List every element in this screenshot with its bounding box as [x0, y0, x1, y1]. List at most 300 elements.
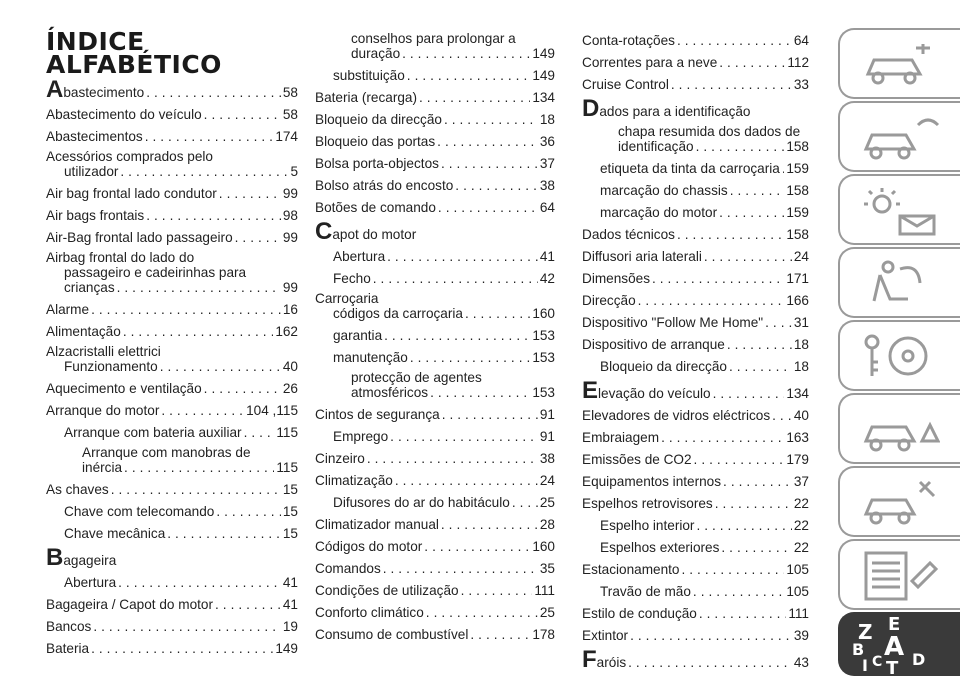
leader-dots [441, 517, 538, 532]
index-entry[interactable] [582, 423, 809, 445]
entry-text: Condições de utilização [315, 583, 459, 598]
leader-dots [167, 526, 281, 541]
page-number[interactable]: 22 [793, 540, 809, 555]
leader-dots [696, 518, 791, 533]
entry-text: substituição [333, 68, 405, 83]
entry-text: bastecimento [63, 85, 145, 100]
index-entry[interactable] [315, 242, 555, 264]
leader-dots [93, 619, 281, 634]
airbag-seat-icon [860, 259, 940, 309]
tab-dashboard[interactable] [838, 101, 960, 172]
entry-text: atmosféricos [351, 385, 429, 400]
section-letter: C [315, 218, 333, 245]
entry-text: Extintor [582, 628, 629, 643]
entry-text: Climatizador manual [315, 517, 439, 532]
index-entry[interactable] [46, 475, 298, 497]
leader-dots [765, 315, 792, 330]
leader-dots [235, 230, 281, 245]
page-number[interactable]: 163 [786, 430, 809, 445]
page-number[interactable]: 25 [539, 495, 555, 510]
leader-dots [442, 407, 538, 422]
page-number[interactable]: 162 [275, 324, 298, 339]
index-entry[interactable] [315, 321, 555, 343]
page-number[interactable]: 171 [786, 271, 809, 286]
index-entry[interactable] [582, 119, 809, 154]
page-number[interactable]: 153 [532, 328, 555, 343]
page-number[interactable]: 115 [276, 460, 298, 475]
leader-dots [721, 540, 791, 555]
index-column-2 [315, 26, 555, 642]
entry-text: manutenção [333, 350, 408, 365]
leader-dots [715, 496, 792, 511]
index-entry[interactable] [582, 70, 809, 92]
page-number[interactable]: 36 [539, 134, 555, 149]
leader-dots [681, 562, 784, 577]
index-entry[interactable] [582, 92, 809, 122]
leader-dots [782, 161, 784, 176]
entry-text: Acessórios comprados pelo [46, 149, 213, 164]
leader-dots [696, 139, 785, 154]
page-number[interactable]: 35 [539, 561, 555, 576]
entry-text: Bolsa porta-objectos [315, 156, 439, 171]
tab-technical-data[interactable] [838, 539, 960, 610]
index-entry[interactable] [315, 488, 555, 510]
leader-dots [461, 583, 533, 598]
entry-text: Conta-rotações [582, 33, 675, 48]
page-number[interactable]: 104 ,115 [246, 403, 298, 418]
page-number[interactable]: 42 [539, 271, 555, 286]
page-number[interactable]: 158 [786, 227, 809, 242]
leader-dots [727, 337, 792, 352]
tab-car-exterior[interactable] [838, 28, 960, 99]
page-number[interactable]: 105 [786, 562, 809, 577]
page-number[interactable]: 15 [282, 482, 298, 497]
index-entry[interactable] [315, 171, 555, 193]
page-number[interactable]: 58 [282, 85, 298, 100]
tab-safety[interactable] [838, 247, 960, 318]
leader-dots [204, 107, 281, 122]
leader-dots [204, 381, 281, 396]
tab-warning-lights[interactable] [838, 174, 960, 245]
page-number[interactable]: 149 [275, 641, 298, 656]
index-entry[interactable] [582, 242, 809, 264]
leader-dots [244, 425, 275, 440]
leader-dots [145, 129, 274, 144]
entry-text: identificação [618, 139, 694, 154]
entry-text: Abastecimentos [46, 129, 143, 144]
leader-dots [704, 249, 792, 264]
entry-text: agageira [63, 553, 117, 568]
page-number[interactable]: 24 [793, 249, 809, 264]
page-number[interactable]: 33 [793, 77, 809, 92]
page-number[interactable]: 98 [282, 208, 298, 223]
entry-text: Carroçaria [315, 291, 379, 306]
page-title: ÍNDICE ALFABÉTICO [46, 27, 222, 79]
page-number[interactable]: 159 [786, 205, 809, 220]
index-entry[interactable] [582, 374, 809, 404]
leader-dots [677, 33, 792, 48]
index-entry[interactable] [582, 220, 809, 242]
leader-dots [120, 164, 288, 179]
index-entry[interactable] [315, 554, 555, 576]
leader-dots [161, 403, 244, 418]
page-number[interactable]: 153 [532, 385, 555, 400]
index-entry[interactable] [46, 245, 298, 295]
entry-text: inércia [82, 460, 123, 475]
leader-dots [723, 474, 792, 489]
tab-maintenance[interactable] [838, 466, 960, 537]
index-entry[interactable] [315, 444, 555, 466]
dashboard-car-icon [860, 113, 940, 163]
page-number[interactable]: 40 [282, 359, 298, 374]
entry-text: etiqueta da tinta da carroçaria [600, 161, 780, 176]
section-letter: D [582, 95, 600, 122]
index-entry[interactable] [315, 576, 555, 598]
entry-text: Bolso atrás do encosto [315, 178, 454, 193]
index-entry[interactable] [315, 105, 555, 127]
index-entry[interactable] [315, 598, 555, 620]
entry-text: Airbag frontal do lado do [46, 250, 195, 265]
index-entry[interactable] [315, 365, 555, 400]
leader-dots [383, 561, 538, 576]
page-number[interactable]: 178 [532, 627, 555, 642]
entry-text: Dimensões [582, 271, 650, 286]
entry-text: Fecho [333, 271, 371, 286]
leader-dots [630, 628, 792, 643]
index-entry[interactable] [582, 599, 809, 621]
entry-text: utilizador [64, 164, 119, 179]
index-entry[interactable] [582, 198, 809, 220]
leader-dots [729, 359, 792, 374]
entry-text: levação do veículo [598, 386, 711, 401]
index-column-1 [46, 73, 298, 656]
leader-dots [444, 112, 538, 127]
leader-dots [438, 200, 538, 215]
leader-dots [373, 271, 538, 286]
leader-dots [410, 350, 530, 365]
index-entry[interactable] [582, 511, 809, 533]
leader-dots [638, 293, 785, 308]
entry-text: Dispositivo de arranque [582, 337, 725, 352]
section-letter: F [582, 646, 597, 673]
entry-text: Consumo de combustível [315, 627, 469, 642]
page-number[interactable]: 26 [282, 381, 298, 396]
page-number[interactable]: 149 [532, 46, 555, 61]
entry-text: aróis [596, 655, 627, 670]
page-number[interactable]: 39 [793, 628, 809, 643]
warning-lights-icon [860, 186, 940, 236]
index-entry[interactable] [315, 26, 555, 61]
page-number[interactable]: 18 [539, 112, 555, 127]
page-number[interactable]: 111 [534, 583, 555, 598]
page-number[interactable]: 64 [539, 200, 555, 215]
leader-dots [123, 324, 274, 339]
page-number[interactable]: 91 [539, 407, 555, 422]
page-number[interactable]: 158 [786, 139, 809, 154]
car-exterior-icon [860, 40, 940, 90]
leader-dots [512, 495, 538, 510]
index-entry[interactable] [46, 568, 298, 590]
entry-text: Bateria (recarga) [315, 90, 417, 105]
index-entry[interactable] [582, 176, 809, 198]
entry-text: Chave mecânica [64, 526, 166, 541]
page-number[interactable]: 91 [539, 429, 555, 444]
index-entry[interactable] [582, 352, 809, 374]
entry-text: Abertura [333, 249, 386, 264]
page-number[interactable]: 37 [539, 156, 555, 171]
entry-text: apot do motor [332, 227, 417, 242]
index-entry[interactable] [46, 590, 298, 612]
entry-text: Difusores do ar do habitáculo [333, 495, 510, 510]
entry-text: Estilo de condução [582, 606, 697, 621]
page-number[interactable]: 28 [539, 517, 555, 532]
entry-text: crianças [64, 280, 115, 295]
index-entry[interactable] [46, 396, 298, 418]
entry-text: Cinzeiro [315, 451, 365, 466]
index-entry[interactable] [46, 440, 298, 475]
page-number[interactable]: 64 [793, 33, 809, 48]
entry-text: Estacionamento [582, 562, 680, 577]
index-entry[interactable] [582, 555, 809, 577]
key-wheel-icon [860, 332, 940, 382]
index-entry[interactable] [46, 144, 298, 179]
entry-text: Arranque do motor [46, 403, 160, 418]
page-number[interactable]: 58 [282, 107, 298, 122]
leader-dots [160, 359, 281, 374]
leader-dots [661, 430, 784, 445]
page-number[interactable]: 19 [282, 619, 298, 634]
index-entry[interactable] [582, 445, 809, 467]
entry-text: passageiro e cadeirinhas para [64, 265, 247, 280]
index-entry[interactable] [315, 532, 555, 554]
entry-text: chapa resumida dos dados de [618, 124, 801, 139]
entry-text: Arranque com bateria auxiliar [64, 425, 242, 440]
index-entry[interactable] [315, 215, 555, 245]
index-entry[interactable] [46, 374, 298, 396]
index-entry[interactable] [46, 295, 298, 317]
page-number[interactable]: 38 [539, 451, 555, 466]
entry-text: Alarme [46, 302, 90, 317]
leader-dots [367, 451, 538, 466]
entry-text: Bloqueio da direcção [600, 359, 727, 374]
entry-text: Emprego [333, 429, 389, 444]
index-entry[interactable] [315, 466, 555, 488]
page-number[interactable]: 25 [539, 605, 555, 620]
index-entry[interactable] [315, 83, 555, 105]
entry-text: Comandos [315, 561, 381, 576]
page-number[interactable]: 174 [275, 129, 298, 144]
leader-dots [441, 156, 538, 171]
leader-dots [719, 55, 785, 70]
index-entry[interactable] [315, 286, 555, 321]
index-entry[interactable] [315, 127, 555, 149]
leader-dots [402, 46, 530, 61]
entry-text: Códigos do motor [315, 539, 423, 554]
index-entry[interactable] [582, 467, 809, 489]
index-column-3 [582, 26, 809, 673]
page-number[interactable]: 153 [532, 350, 555, 365]
leader-dots [387, 249, 538, 264]
leader-dots [693, 584, 784, 599]
index-entry[interactable] [46, 100, 298, 122]
entry-text: Espelhos retrovisores [582, 496, 713, 511]
page-number[interactable]: 41 [539, 249, 555, 264]
entry-text: Correntes para a neve [582, 55, 718, 70]
entry-text: Funzionamento [64, 359, 158, 374]
page-number[interactable]: 134 [532, 90, 555, 105]
page-number[interactable]: 99 [282, 186, 298, 201]
specs-list-icon [860, 551, 940, 601]
entry-text: Air bags frontais [46, 208, 145, 223]
index-entry[interactable] [315, 61, 555, 83]
index-entry[interactable] [315, 422, 555, 444]
index-entry[interactable] [582, 621, 809, 643]
index-entry[interactable] [46, 73, 298, 103]
entry-text: Abastecimento do veículo [46, 107, 202, 122]
index-entry[interactable] [582, 489, 809, 511]
page-number[interactable]: 149 [532, 68, 555, 83]
entry-text: Bloqueio da direcção [315, 112, 442, 127]
leader-dots [146, 85, 281, 100]
index-entry[interactable] [46, 541, 298, 571]
index-entry[interactable] [582, 308, 809, 330]
page-number[interactable]: 115 [276, 425, 298, 440]
index-entry[interactable] [46, 179, 298, 201]
tab-starting-driving[interactable] [838, 320, 960, 391]
entry-text: Alzacristalli elettrici [46, 344, 161, 359]
page-number[interactable]: 31 [793, 315, 809, 330]
page-number[interactable]: 5 [290, 164, 298, 179]
leader-dots [384, 328, 530, 343]
page-number[interactable]: 24 [539, 473, 555, 488]
index-entry[interactable] [46, 122, 298, 144]
index-entry[interactable] [315, 193, 555, 215]
tab-emergency[interactable] [838, 393, 960, 464]
entry-text: As chaves [46, 482, 109, 497]
index-entry[interactable] [582, 48, 809, 70]
page-number[interactable]: 38 [539, 178, 555, 193]
index-entry[interactable] [315, 149, 555, 171]
entry-text: conselhos para prolongar a [351, 31, 516, 46]
page-number[interactable]: 179 [786, 452, 809, 467]
page-number[interactable]: 22 [793, 518, 809, 533]
index-entry[interactable] [315, 400, 555, 422]
index-entry[interactable] [582, 577, 809, 599]
index-entry[interactable] [582, 330, 809, 352]
index-entry[interactable] [582, 264, 809, 286]
page-number[interactable]: 41 [282, 575, 298, 590]
leader-dots [426, 605, 538, 620]
leader-dots [699, 606, 786, 621]
tab-index[interactable]: Z E B A I C D T [838, 612, 960, 676]
leader-dots [652, 271, 784, 286]
index-entry[interactable] [582, 401, 809, 423]
page-number[interactable]: 40 [793, 408, 809, 423]
page-number[interactable]: 15 [282, 526, 298, 541]
index-entry[interactable] [46, 317, 298, 339]
leader-dots [465, 306, 530, 321]
entry-text: Arranque com manobras de [82, 445, 251, 460]
index-entry[interactable] [46, 223, 298, 245]
index-entry[interactable] [46, 612, 298, 634]
page-number[interactable]: 43 [793, 655, 809, 670]
breakdown-car-icon [860, 405, 940, 455]
page-number[interactable]: 18 [793, 359, 809, 374]
leader-dots [694, 452, 785, 467]
index-entry[interactable] [315, 620, 555, 642]
leader-dots [470, 627, 530, 642]
entry-text: Cintos de segurança [315, 407, 440, 422]
section-letter: A [46, 76, 64, 103]
entry-text: Equipamentos internos [582, 474, 722, 489]
index-entry[interactable] [46, 519, 298, 541]
page-number[interactable]: 37 [793, 474, 809, 489]
page-number[interactable]: 111 [788, 606, 809, 621]
entry-text: Direcção [582, 293, 636, 308]
leader-dots [677, 227, 784, 242]
entry-text: Dispositivo "Follow Me Home" [582, 315, 764, 330]
index-entry[interactable] [46, 418, 298, 440]
index-entry[interactable] [315, 510, 555, 532]
index-entry[interactable] [582, 643, 809, 673]
index-entry[interactable] [315, 264, 555, 286]
index-entry[interactable] [582, 154, 809, 176]
page-number[interactable]: 159 [786, 161, 809, 176]
page-number[interactable]: 160 [532, 539, 555, 554]
page-number[interactable]: 99 [282, 280, 298, 295]
page-number[interactable]: 105 [786, 584, 809, 599]
index-entry[interactable] [315, 343, 555, 365]
entry-text: Air bag frontal lado condutor [46, 186, 217, 201]
entry-text: Diffusori aria laterali [582, 249, 702, 264]
index-entry[interactable] [582, 26, 809, 48]
index-entry[interactable] [46, 497, 298, 519]
leader-dots [424, 539, 530, 554]
page-number[interactable]: 134 [786, 386, 809, 401]
entry-text: Bloqueio das portas [315, 134, 436, 149]
leader-dots [407, 68, 531, 83]
leader-dots [91, 641, 273, 656]
page-number[interactable]: 15 [282, 504, 298, 519]
page-number[interactable]: 112 [787, 55, 809, 70]
page-number[interactable]: 99 [282, 230, 298, 245]
page-number[interactable]: 41 [282, 597, 298, 612]
index-entry[interactable] [46, 339, 298, 374]
leader-dots [437, 134, 538, 149]
index-entry[interactable] [582, 533, 809, 555]
leader-dots [117, 280, 281, 295]
leader-dots [772, 408, 792, 423]
index-entry[interactable] [46, 201, 298, 223]
page-number[interactable]: 16 [282, 302, 298, 317]
entry-text: duração [351, 46, 401, 61]
page-number[interactable]: 158 [786, 183, 809, 198]
index-entry[interactable] [46, 634, 298, 656]
page-number[interactable]: 160 [532, 306, 555, 321]
leader-dots [219, 186, 281, 201]
leader-dots [118, 575, 281, 590]
leader-dots [713, 386, 785, 401]
leader-dots [390, 429, 538, 444]
entry-text: Air-Bag frontal lado passageiro [46, 230, 233, 245]
page-number[interactable]: 18 [793, 337, 809, 352]
page-number[interactable]: 166 [786, 293, 809, 308]
entry-text: Espelho interior [600, 518, 695, 533]
index-entry[interactable] [582, 286, 809, 308]
page-number[interactable]: 22 [793, 496, 809, 511]
leader-dots [719, 205, 784, 220]
leader-dots [430, 385, 530, 400]
